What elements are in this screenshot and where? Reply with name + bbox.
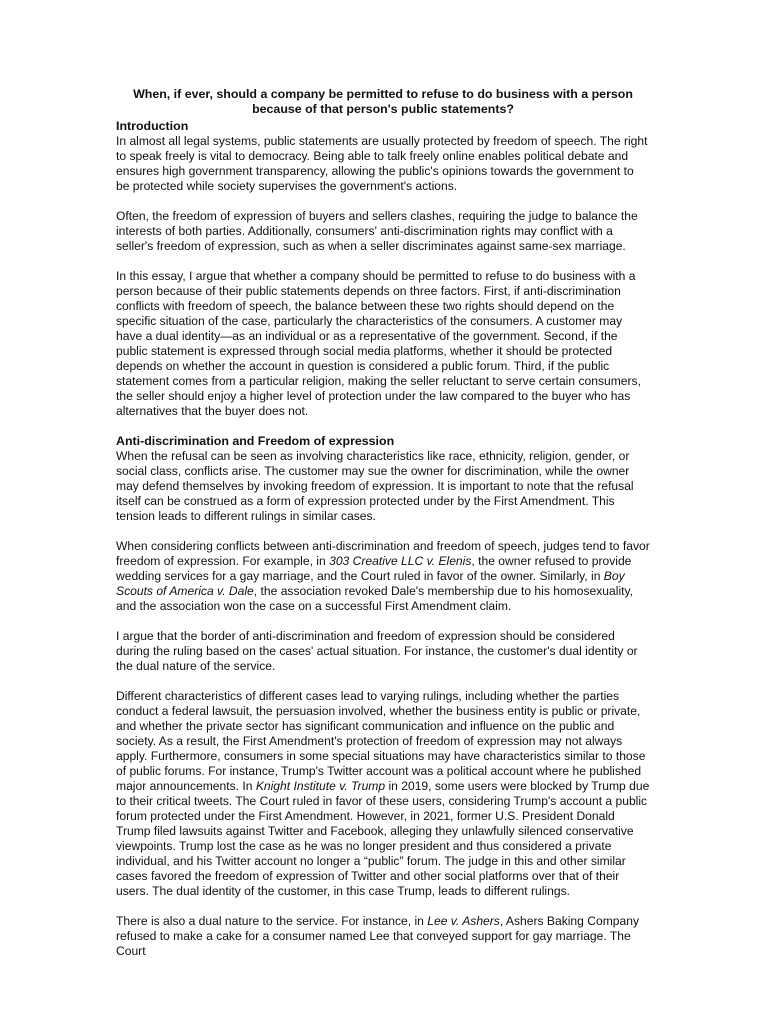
case-name: Lee v. Ashers (427, 914, 500, 928)
text-run: Different characteristics of different cases lead to varying rulings, including whether the parties conduct a federal lawsuit, the persuasion involved, whether the business entity is public or private, and whether the private sector has significant communication and influence on the public and society. As a result, the First Amendment's protection of freedom of expression may not always apply. Furthermore, consumers in some special situations may have characteristics similar to those of public forums. For instance, Trump's Twitter account was a political account where he published major announcements. In (116, 689, 646, 793)
document-title (116, 87, 650, 117)
section2-paragraph-2 (116, 539, 650, 614)
section2-paragraph-1: When the refusal can be seen as involving characteristics like race, ethnicity, religion, gender, or social class, conflicts arise. The customer may sue the owner for discrimination, while the owner may defend themselves by invoking freedom of expression. It is important to note that the refusal itself can be construed as a form of expression protected under by the First Amendment. This tension leads to different rulings in similar cases. (116, 449, 634, 523)
case-name: Knight Institute v. Trump (255, 779, 386, 793)
section-heading-antidiscrimination: Anti-discrimination and Freedom of expression (116, 434, 395, 448)
intro-paragraph-1: In almost all legal systems, public statements are usually protected by freedom of speech. The right to speak freely is vital to democracy. Being able to talk freely online enables political debate and ensures high government transparency, allowing the public's opinions towards the government to be protected while society supervises the government's actions. (116, 134, 648, 193)
text-run: in 2019, some users were blocked by Trump due to their critical tweets. The Court ruled in favor of these users, considering Trump's account a public forum protected under the First Amendment. However, in 2021, former U.S. President Donald Trump filed lawsuits against Twitter and Facebook, alleging they unlawfully silenced conservative viewpoints. Trump lost the case as he was no longer president and thus considered a private individual, and his Twitter account no longer a “public” forum. The judge in this and other similar cases favored the freedom of expression of Twitter and other social platforms over that of their users. The dual identity of the customer, in this case Trump, leads to different rulings. (116, 779, 650, 898)
section2-paragraph-4 (116, 689, 650, 899)
section2-paragraph-3: I argue that the border of anti-discrimination and freedom of expression should be considered during the ruling based on the cases' actual situation. For instance, the customer's dual identity or the dual nature of the service. (116, 629, 638, 673)
text-run: , the association revoked Dale's membership due to his homosexuality, and the association won the case on a successful First Amendment claim. (116, 584, 633, 613)
case-name: Boy Scouts of America v. Dale (116, 569, 625, 598)
intro-paragraph-3: In this essay, I argue that whether a company should be permitted to refuse to do business with a person because of their public statements depends on three factors. First, if anti-discrimination conflicts with freedom of speech, the balance between these two rights should depend on the specific situation of the case, particularly the characteristics of the consumers. A customer may have a dual identity—as an individual or as a representative of the government. Second, if the public statement is expressed through social media platforms, whether it should be protected depends on whether the account in question is considered a public forum. Third, if the public statement comes from a particular religion, making the seller reluctant to serve certain consumers, the seller should enjoy a higher level of protection under the law compared to the buyer who has alternatives that the buyer does not. (116, 269, 641, 418)
title-line-2: because of that person's public statements? (252, 102, 514, 116)
text-run: There is also a dual nature to the service. For instance, in (116, 914, 428, 928)
text-run: , the owner refused to provide wedding services for a gay marriage, and the Court ruled in favor of the owner. Similarly, in (116, 554, 632, 583)
text-run: , Ashers Baking Company refused to make a cake for a consumer named Lee that conveyed support for gay marriage. The Court (116, 914, 640, 958)
section2-paragraph-5 (116, 914, 650, 959)
intro-heading: Introduction (116, 119, 189, 133)
intro-paragraph-2: Often, the freedom of expression of buyers and sellers clashes, requiring the judge to balance the interests of both parties. Additionally, consumers' anti-discrimination rights may conflict with a seller's freedom of expression, such as when a seller discriminates against same-sex marriage. (116, 209, 638, 253)
text-run: When considering conflicts between anti-discrimination and freedom of speech, judges tend to favor freedom of expression. For example, in (116, 539, 650, 568)
case-name: 303 Creative LLC v. Elenis (329, 554, 472, 568)
title-line-1: When, if ever, should a company be permitted to refuse to do business with a person (133, 87, 633, 101)
